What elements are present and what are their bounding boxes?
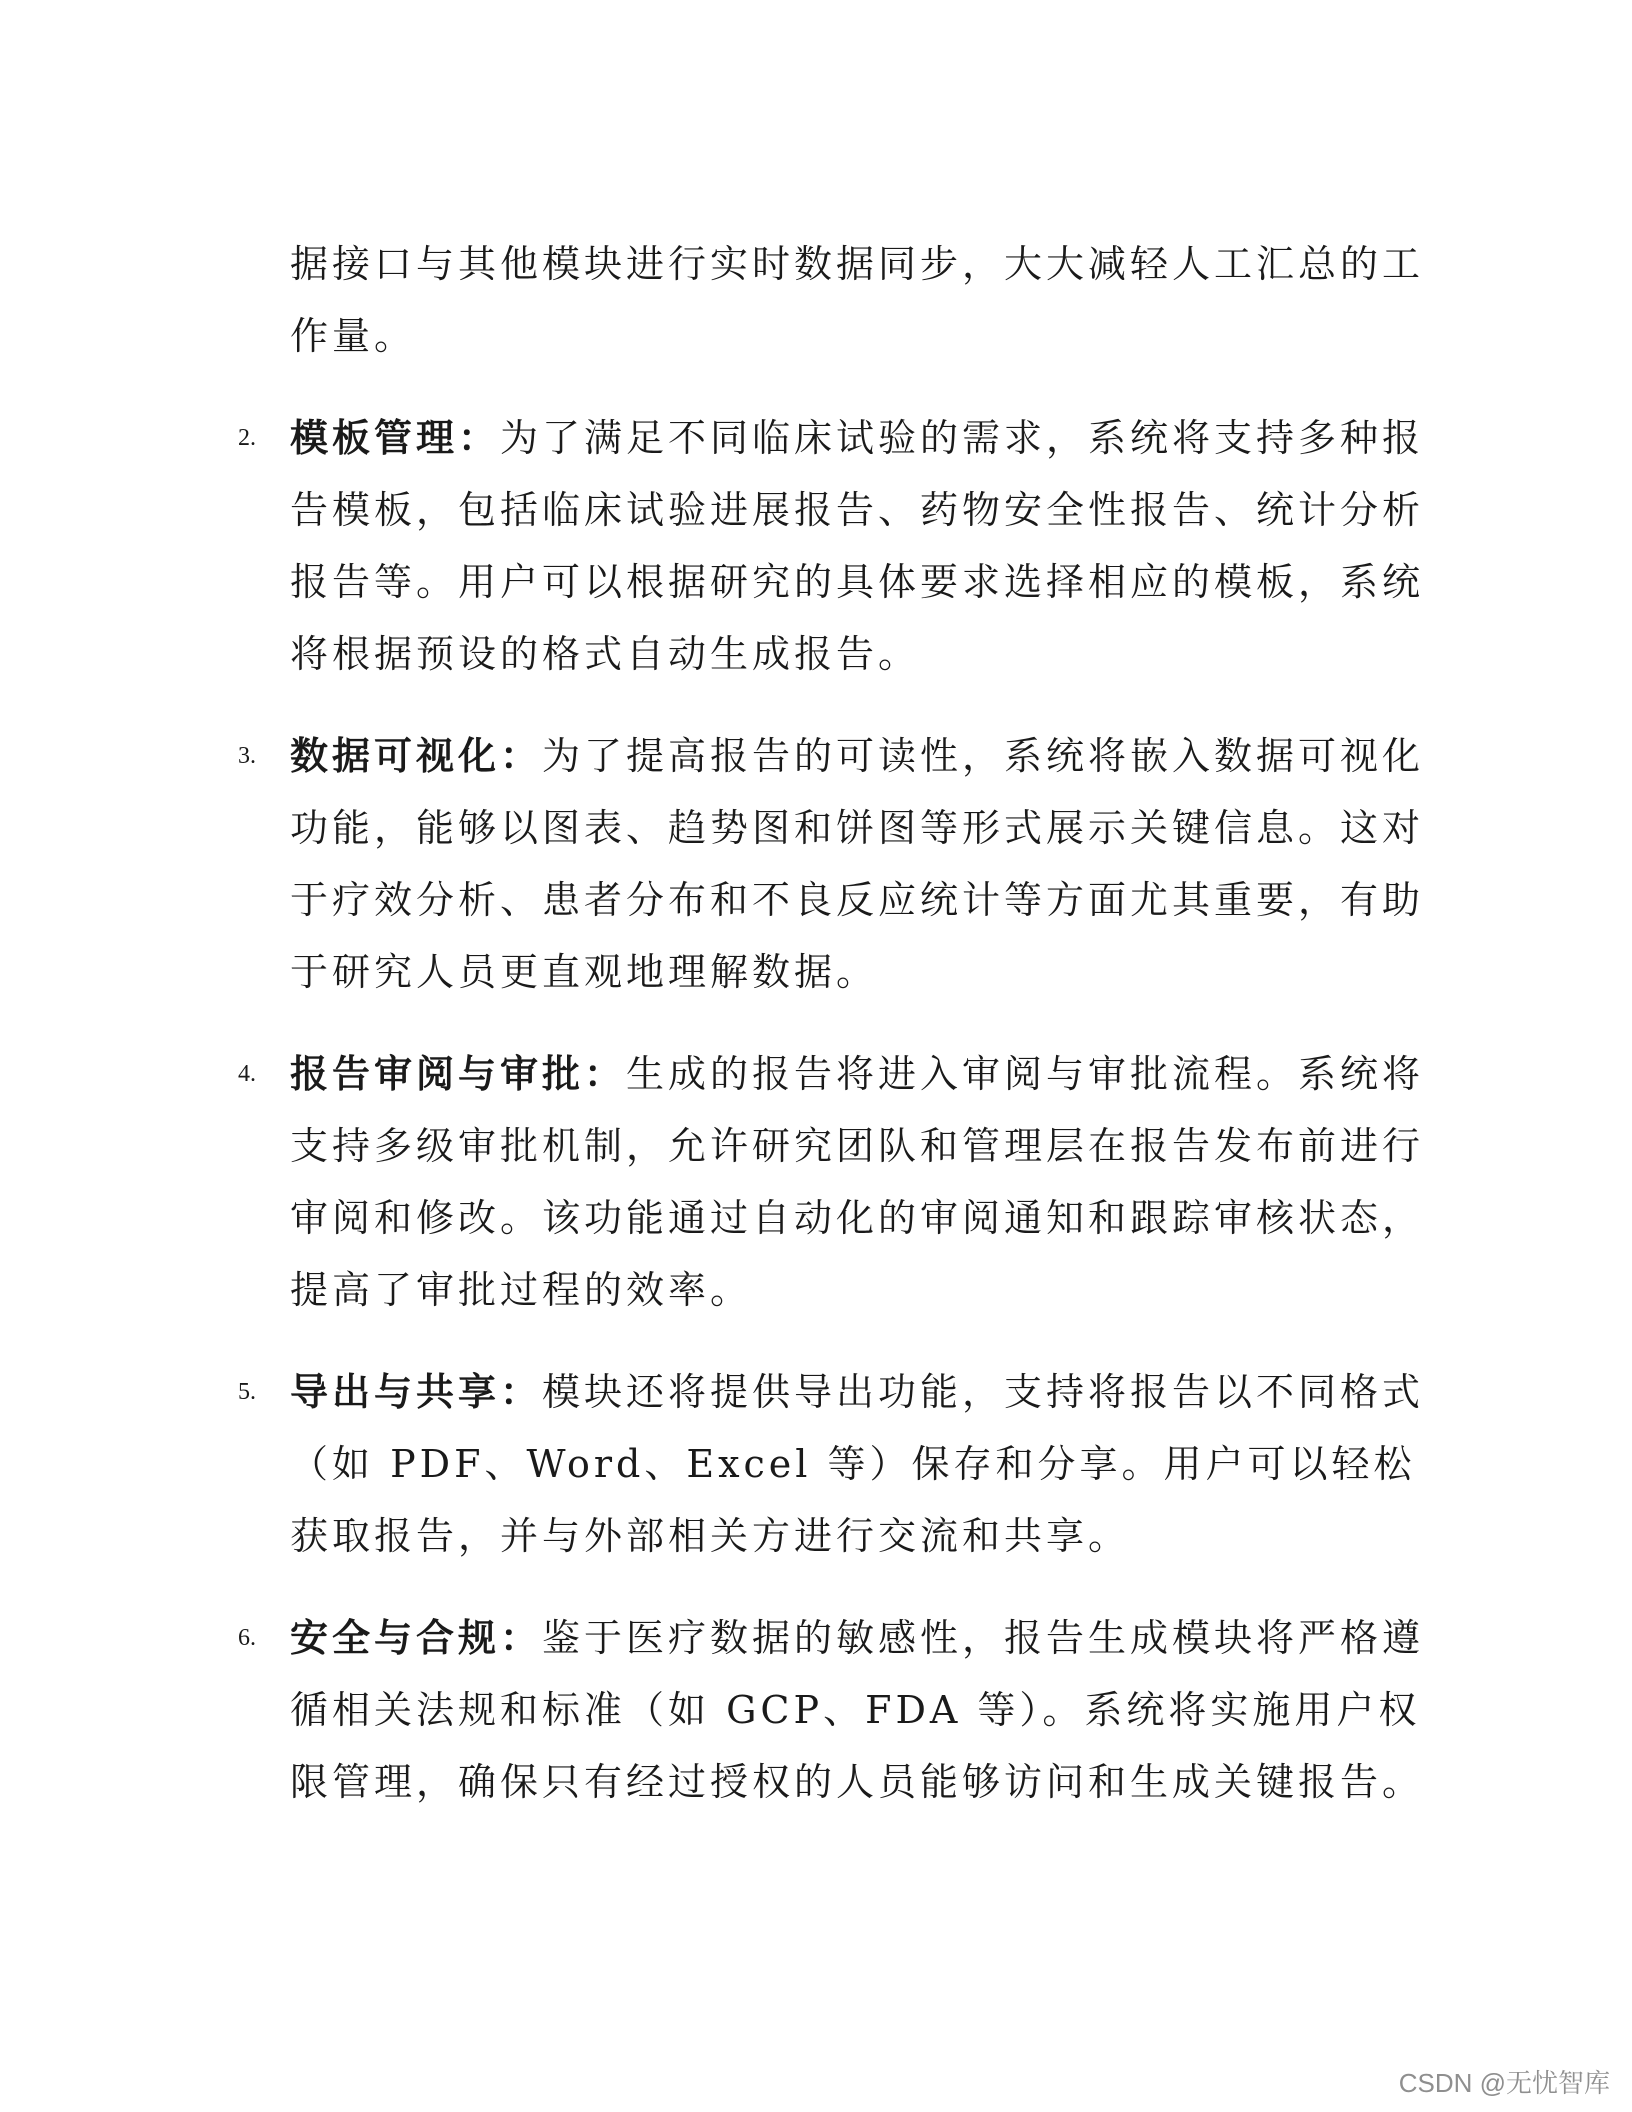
list-item bbox=[238, 1602, 1440, 1818]
list-item-title: 安全与合规： bbox=[290, 1615, 543, 1660]
list-item bbox=[238, 1356, 1440, 1572]
list-item-number: 6. bbox=[238, 1625, 256, 1651]
list-item-number: 2. bbox=[238, 425, 256, 451]
list-item-paragraph bbox=[290, 1038, 1440, 1326]
document-body bbox=[238, 228, 1440, 1848]
list-item-number: 5. bbox=[238, 1379, 256, 1405]
list-item-number: 3. bbox=[238, 743, 256, 769]
list-item-title: 模板管理： bbox=[290, 415, 501, 460]
list-item-text: 鉴于医疗数据的敏感性，报告生成模块将严格遵循相关法规和标准（如 GCP、FDA 等）。系统将实施用户权限管理，确保只有经过授权的人员能够访问和生成关键报告。 bbox=[290, 1616, 1425, 1804]
list-item-paragraph bbox=[290, 1602, 1440, 1818]
list-item-title: 报告审阅与审批： bbox=[290, 1051, 627, 1096]
list-item-text: 模块还将提供导出功能，支持将报告以不同格式（如 PDF、Word、Excel 等）保存和分享。用户可以轻松获取报告，并与外部相关方进行交流和共享。 bbox=[290, 1370, 1425, 1558]
list-item-title: 导出与共享： bbox=[290, 1369, 543, 1414]
list-item-paragraph bbox=[290, 720, 1440, 1008]
csdn-watermark: CSDN @无忧智库 bbox=[1398, 2068, 1610, 2098]
list-item-text: 为了提高报告的可读性，系统将嵌入数据可视化功能，能够以图表、趋势图和饼图等形式展示关键信息。这对于疗效分析、患者分布和不良反应统计等方面尤其重要，有助于研究人员更直观地理解数据。 bbox=[290, 734, 1425, 994]
list-item-text: 为了满足不同临床试验的需求，系统将支持多种报告模板，包括临床试验进展报告、药物安全性报告、统计分析报告等。用户可以根据研究的具体要求选择相应的模板，系统将根据预设的格式自动生成报告。 bbox=[290, 416, 1425, 676]
list-item-number: 4. bbox=[238, 1061, 256, 1087]
continuation-paragraph: 据接口与其他模块进行实时数据同步，大大减轻人工汇总的工作量。 bbox=[290, 242, 1425, 358]
list-item-title: 数据可视化： bbox=[290, 733, 543, 778]
list-item bbox=[238, 720, 1440, 1008]
list-item-paragraph bbox=[290, 1356, 1440, 1572]
list-item-text: 生成的报告将进入审阅与审批流程。系统将支持多级审批机制，允许研究团队和管理层在报告发布前进行审阅和修改。该功能通过自动化的审阅通知和跟踪审核状态，提高了审批过程的效率。 bbox=[290, 1052, 1425, 1312]
list-item bbox=[238, 402, 1440, 690]
list-item-paragraph bbox=[290, 402, 1440, 690]
list-item bbox=[238, 1038, 1440, 1326]
